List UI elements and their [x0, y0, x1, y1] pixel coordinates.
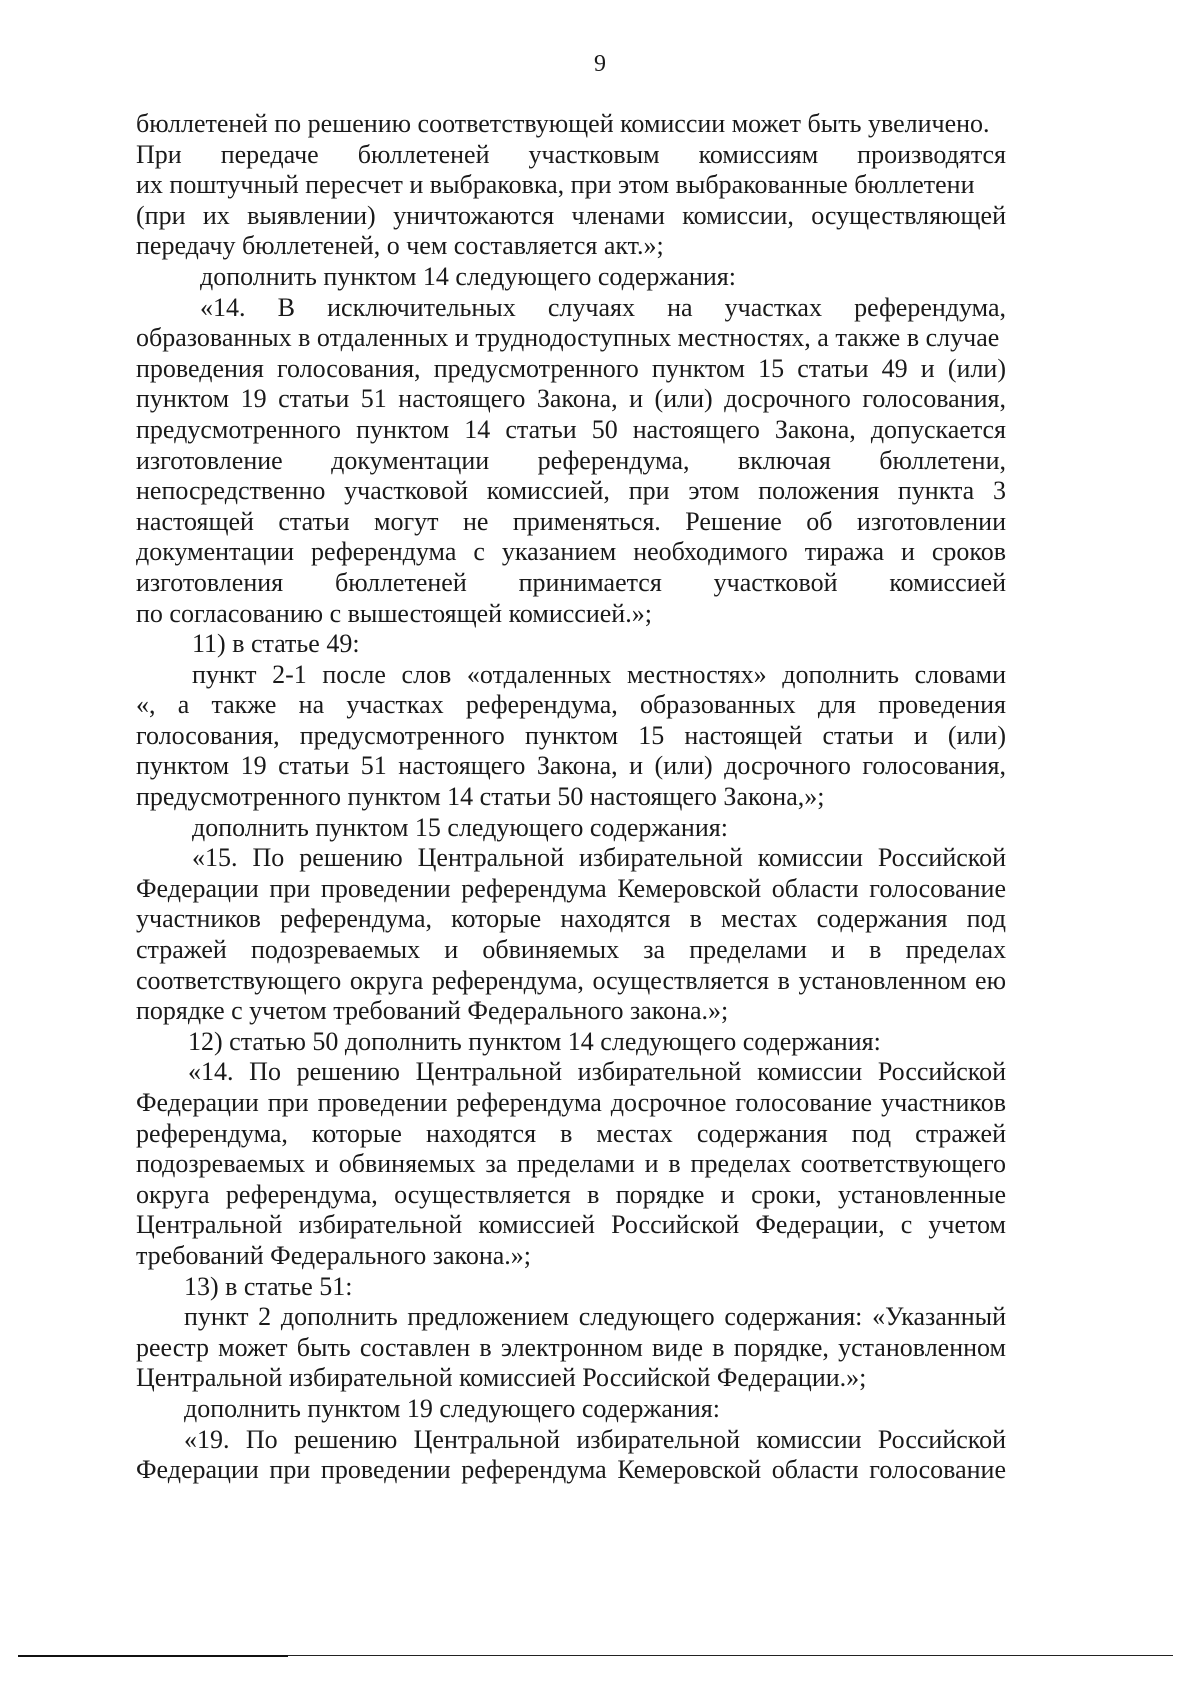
text-line: дополнить пунктом 15 следующего содержания:	[192, 812, 728, 842]
text-line: (при их выявлении) уничтожаются членами комиссии, осуществляющей	[136, 200, 1006, 230]
text-line: проведения голосования, предусмотренного пунктом 15 статьи 49 и (или)	[136, 353, 1006, 383]
text-line: передачу бюллетеней, о чем составляется акт.»;	[136, 231, 664, 261]
text-line: Центральной избирательной комиссией Российской Федерации.»;	[136, 1363, 867, 1393]
text-line: 12) статью 50 дополнить пунктом 14 следующего содержания:	[188, 1026, 881, 1056]
text-line: 11) в статье 49:	[192, 629, 360, 659]
text-line: бюллетеней по решению соответствующей комиссии может быть увеличено.	[136, 109, 990, 138]
text-line: требований Федерального закона.»;	[136, 1240, 532, 1270]
text-line: изготовление документации референдума, включая бюллетени,	[136, 445, 1006, 475]
text-line: предусмотренного пунктом 14 статьи 50 настоящего Закона, допускается	[136, 414, 1006, 444]
text-line: участников референдума, которые находятся в местах содержания под	[136, 904, 1006, 934]
text-line: Федерации при проведении референдума Кемеровской области голосование	[136, 873, 1006, 903]
text-line: Федерации при проведении референдума Кемеровской области голосование	[136, 1455, 1006, 1485]
text-line: стражей подозреваемых и обвиняемых за пределами и в пределах	[136, 935, 1006, 965]
text-line: Центральной избирательной комиссией Российской Федерации, с учетом	[136, 1210, 1006, 1240]
text-line: реестр может быть составлен в электронном виде в порядке, установленном	[136, 1332, 1006, 1362]
text-line: их поштучный пересчет и выбраковка, при этом выбракованные бюллетени	[136, 170, 975, 200]
page-number: 9	[594, 51, 606, 77]
text-line: дополнить пунктом 19 следующего содержания:	[184, 1393, 720, 1423]
text-line: подозреваемых и обвиняемых за пределами и в пределах соответствующего	[136, 1149, 1006, 1179]
text-line: голосования, предусмотренного пунктом 15 настоящей статьи и (или)	[136, 720, 1006, 750]
text-line: референдума, которые находятся в местах содержания под стражей	[136, 1118, 1006, 1148]
text-line: порядке с учетом требований Федерального закона.»;	[136, 996, 729, 1026]
bottom-divider-accent	[18, 1655, 288, 1657]
text-line: округа референдума, осуществляется в порядке и сроки, установленные	[136, 1179, 1006, 1209]
text-line: по согласованию с вышестоящей комиссией.»;	[136, 598, 652, 628]
text-line: предусмотренного пунктом 14 статьи 50 настоящего Закона,»;	[136, 782, 825, 812]
text-line: непосредственно участковой комиссией, при этом положения пункта 3	[136, 476, 1006, 506]
text-line: пункт 2-1 после слов «отдаленных местностях» дополнить словами	[192, 659, 1006, 689]
text-line: соответствующего округа референдума, осуществляется в установленном ею	[136, 965, 1006, 995]
text-line: настоящей статьи могут не применяться. Решение об изготовлении	[136, 506, 1006, 536]
text-line: «14. В исключительных случаях на участках референдума,	[200, 292, 1006, 322]
text-line: «15. По решению Центральной избирательной комиссии Российской	[192, 843, 1006, 873]
text-line: 13) в статье 51:	[184, 1271, 353, 1301]
text-line: При передаче бюллетеней участковым комиссиям производятся	[136, 139, 1006, 169]
text-line: пунктом 19 статьи 51 настоящего Закона, и (или) досрочного голосования,	[136, 751, 1006, 781]
document-body	[136, 109, 1006, 1486]
text-line: пункт 2 дополнить предложением следующего содержания: «Указанный	[184, 1302, 1006, 1332]
text-line: Федерации при проведении референдума досрочное голосование участников	[136, 1088, 1006, 1117]
text-line: дополнить пунктом 14 следующего содержания:	[200, 261, 736, 291]
text-line: «19. По решению Центральной избирательной комиссии Российской	[184, 1424, 1006, 1454]
text-line: «14. По решению Центральной избирательной комиссии Российской	[188, 1057, 1006, 1087]
text-line: изготовления бюллетеней принимается участковой комиссией	[136, 567, 1006, 597]
text-line: образованных в отдаленных и труднодоступных местностях, а также в случае	[136, 323, 1000, 353]
text-line: пунктом 19 статьи 51 настоящего Закона, и (или) досрочного голосования,	[136, 384, 1006, 414]
text-line: документации референдума с указанием необходимого тиража и сроков	[136, 537, 1006, 567]
text-line: «, а также на участках референдума, образованных для проведения	[136, 690, 1006, 720]
